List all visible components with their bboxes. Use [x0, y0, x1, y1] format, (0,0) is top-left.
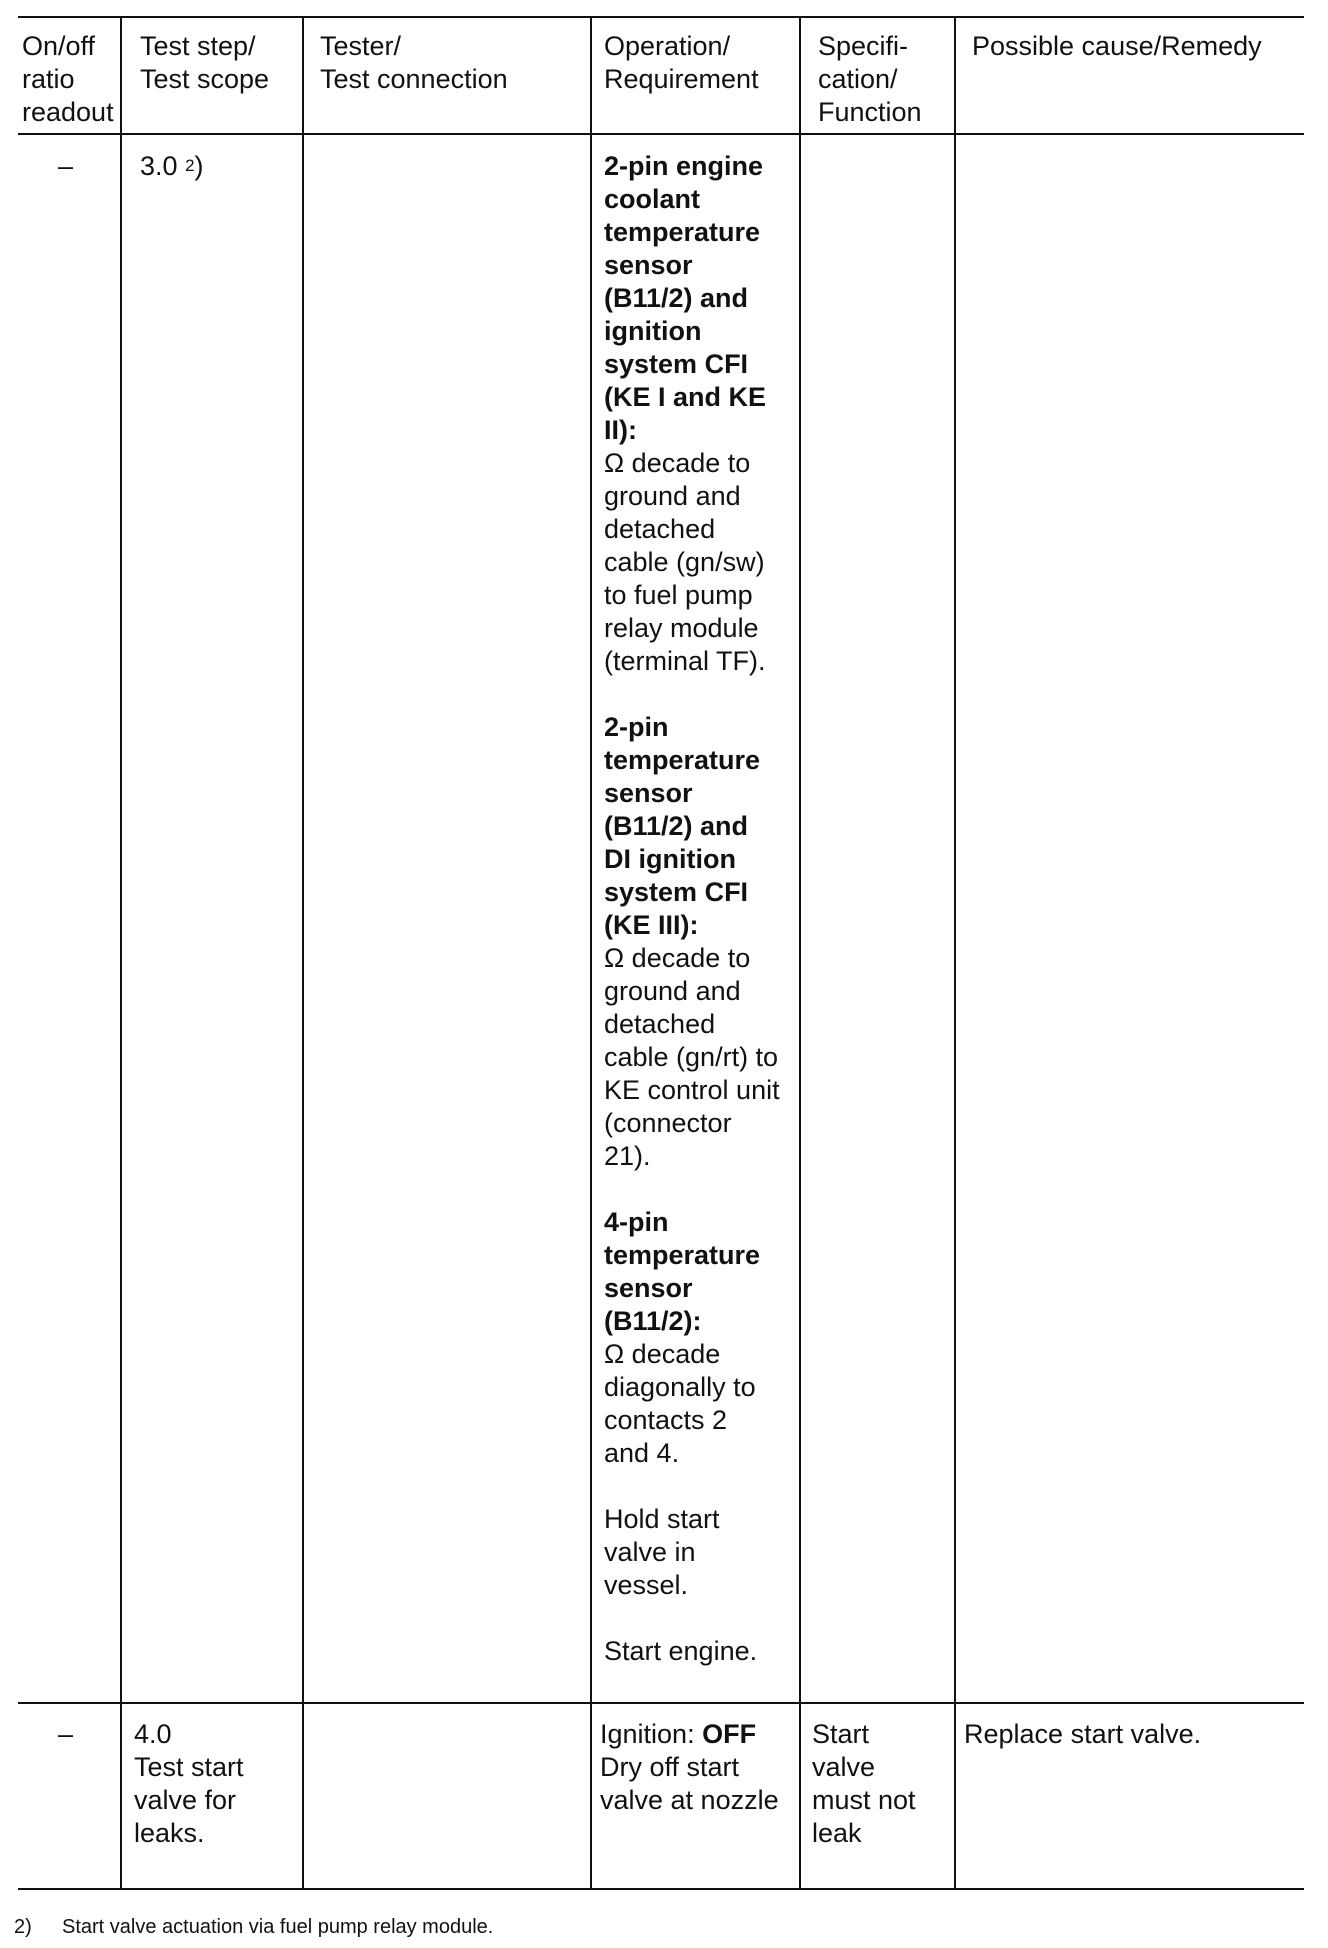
op-line: 21).: [604, 1141, 651, 1171]
op-line: vessel.: [604, 1570, 689, 1600]
op-line: (B11/2) and: [604, 811, 749, 841]
row1-bottom-rule: [18, 1702, 1304, 1704]
column-rule-3: [590, 16, 592, 1890]
op-line: Ω decade to: [604, 448, 751, 478]
op-line: relay module: [604, 613, 759, 643]
header-operation: [604, 30, 798, 96]
op-line: sensor: [604, 1273, 693, 1303]
header-tester: [320, 30, 588, 96]
footnote: [14, 1915, 493, 1939]
op-line: (terminal TF).: [604, 646, 766, 676]
row2-specification: [812, 1718, 952, 1850]
header-tester-line: Tester/: [320, 31, 402, 61]
row1-operation: [604, 150, 798, 1668]
op-line: temperature: [604, 745, 761, 775]
spec-line: valve: [812, 1752, 876, 1782]
op-block-2pin-coolant-sensor: [604, 150, 798, 678]
op-line: detached: [604, 1009, 716, 1039]
op-block-4pin-sensor: [604, 1206, 798, 1470]
op-block-hold-valve: [604, 1503, 798, 1602]
row2-test-step: [134, 1718, 300, 1850]
op-line: Dry off start: [600, 1752, 740, 1782]
header-bottom-rule: [18, 133, 1304, 135]
step-line: leaks.: [134, 1818, 205, 1848]
table-top-rule: [18, 16, 1304, 18]
op-line: contacts 2: [604, 1405, 728, 1435]
op-line: diagonally to: [604, 1372, 756, 1402]
header-test-step: [140, 30, 300, 96]
step-line: 4.0: [134, 1719, 172, 1749]
column-rule-1: [120, 16, 122, 1890]
row1-readout: –: [58, 151, 74, 181]
op-line: coolant: [604, 184, 701, 214]
header-specification-line: cation/: [818, 64, 898, 94]
header-specification-line: Specifi-: [818, 31, 909, 61]
row1-footnote-paren: ): [194, 151, 204, 181]
op-line: KE control unit: [604, 1075, 780, 1105]
header-readout-line: ratio: [22, 64, 75, 94]
column-rule-4: [799, 16, 801, 1890]
op-line: valve at nozzle: [600, 1785, 779, 1815]
op-line: valve in: [604, 1537, 696, 1567]
op-line: system CFI: [604, 877, 749, 907]
op-line: sensor: [604, 250, 693, 280]
op-line: Ω decade to: [604, 943, 751, 973]
op-line: and 4.: [604, 1438, 680, 1468]
header-tester-line: Test connection: [320, 64, 508, 94]
op-line: (KE III):: [604, 910, 699, 940]
ignition-label: Ignition:: [600, 1719, 703, 1749]
op-line: sensor: [604, 778, 693, 808]
spec-line: must not: [812, 1785, 916, 1815]
row1-footnote-ref: 2: [185, 156, 195, 175]
header-specification: [818, 30, 952, 129]
op-line: Ω decade: [604, 1339, 721, 1369]
op-line: ground and: [604, 481, 741, 511]
op-line: Start engine.: [604, 1636, 758, 1666]
op-line: ignition: [604, 316, 702, 346]
header-test-step-line: Test scope: [140, 64, 270, 94]
spec-line: Start: [812, 1719, 870, 1749]
row2-readout: –: [58, 1719, 74, 1749]
op-line: Hold start: [604, 1504, 720, 1534]
op-line: detached: [604, 514, 716, 544]
op-line: 2-pin: [604, 712, 669, 742]
table-bottom-rule: [18, 1888, 1304, 1890]
row1-step-number: 3.0: [140, 151, 178, 181]
header-readout-line: readout: [22, 97, 114, 127]
op-line: cable (gn/rt) to: [604, 1042, 779, 1072]
op-line: II):: [604, 415, 637, 445]
op-line: temperature: [604, 217, 761, 247]
op-line: 4-pin: [604, 1207, 669, 1237]
header-remedy: [972, 30, 1302, 63]
op-block-2pin-sensor-di: [604, 711, 798, 1173]
footnote-mark: 2): [14, 1916, 32, 1938]
footnote-text: Start valve actuation via fuel pump relay module.: [62, 1916, 494, 1938]
header-operation-line: Requirement: [604, 64, 759, 94]
header-remedy-line: Possible cause/Remedy: [972, 31, 1262, 61]
ignition-state: OFF: [702, 1719, 757, 1749]
op-block-start-engine: [604, 1635, 798, 1668]
op-line: (KE I and KE: [604, 382, 767, 412]
column-rule-2: [302, 16, 304, 1890]
step-line: valve for: [134, 1785, 237, 1815]
op-line: 2-pin engine: [604, 151, 764, 181]
op-line: (B11/2) and: [604, 283, 749, 313]
op-line: (B11/2):: [604, 1306, 702, 1336]
row1-test-step: [140, 150, 300, 183]
step-line: Test start: [134, 1752, 244, 1782]
row2-operation: [600, 1718, 798, 1817]
column-rule-5: [954, 16, 956, 1890]
header-test-step-line: Test step/: [140, 31, 256, 61]
row2-remedy: Replace start valve.: [964, 1719, 1202, 1749]
header-operation-line: Operation/: [604, 31, 731, 61]
op-line: to fuel pump: [604, 580, 753, 610]
header-readout-line: On/off: [22, 31, 96, 61]
op-line: temperature: [604, 1240, 761, 1270]
op-ignition-line: [600, 1718, 798, 1751]
op-line: DI ignition: [604, 844, 736, 874]
op-line: ground and: [604, 976, 741, 1006]
header-readout: [22, 30, 118, 129]
spec-line: leak: [812, 1818, 862, 1848]
op-line: system CFI: [604, 349, 749, 379]
op-line: (connector: [604, 1108, 732, 1138]
header-specification-line: Function: [818, 97, 922, 127]
op-line: cable (gn/sw): [604, 547, 765, 577]
